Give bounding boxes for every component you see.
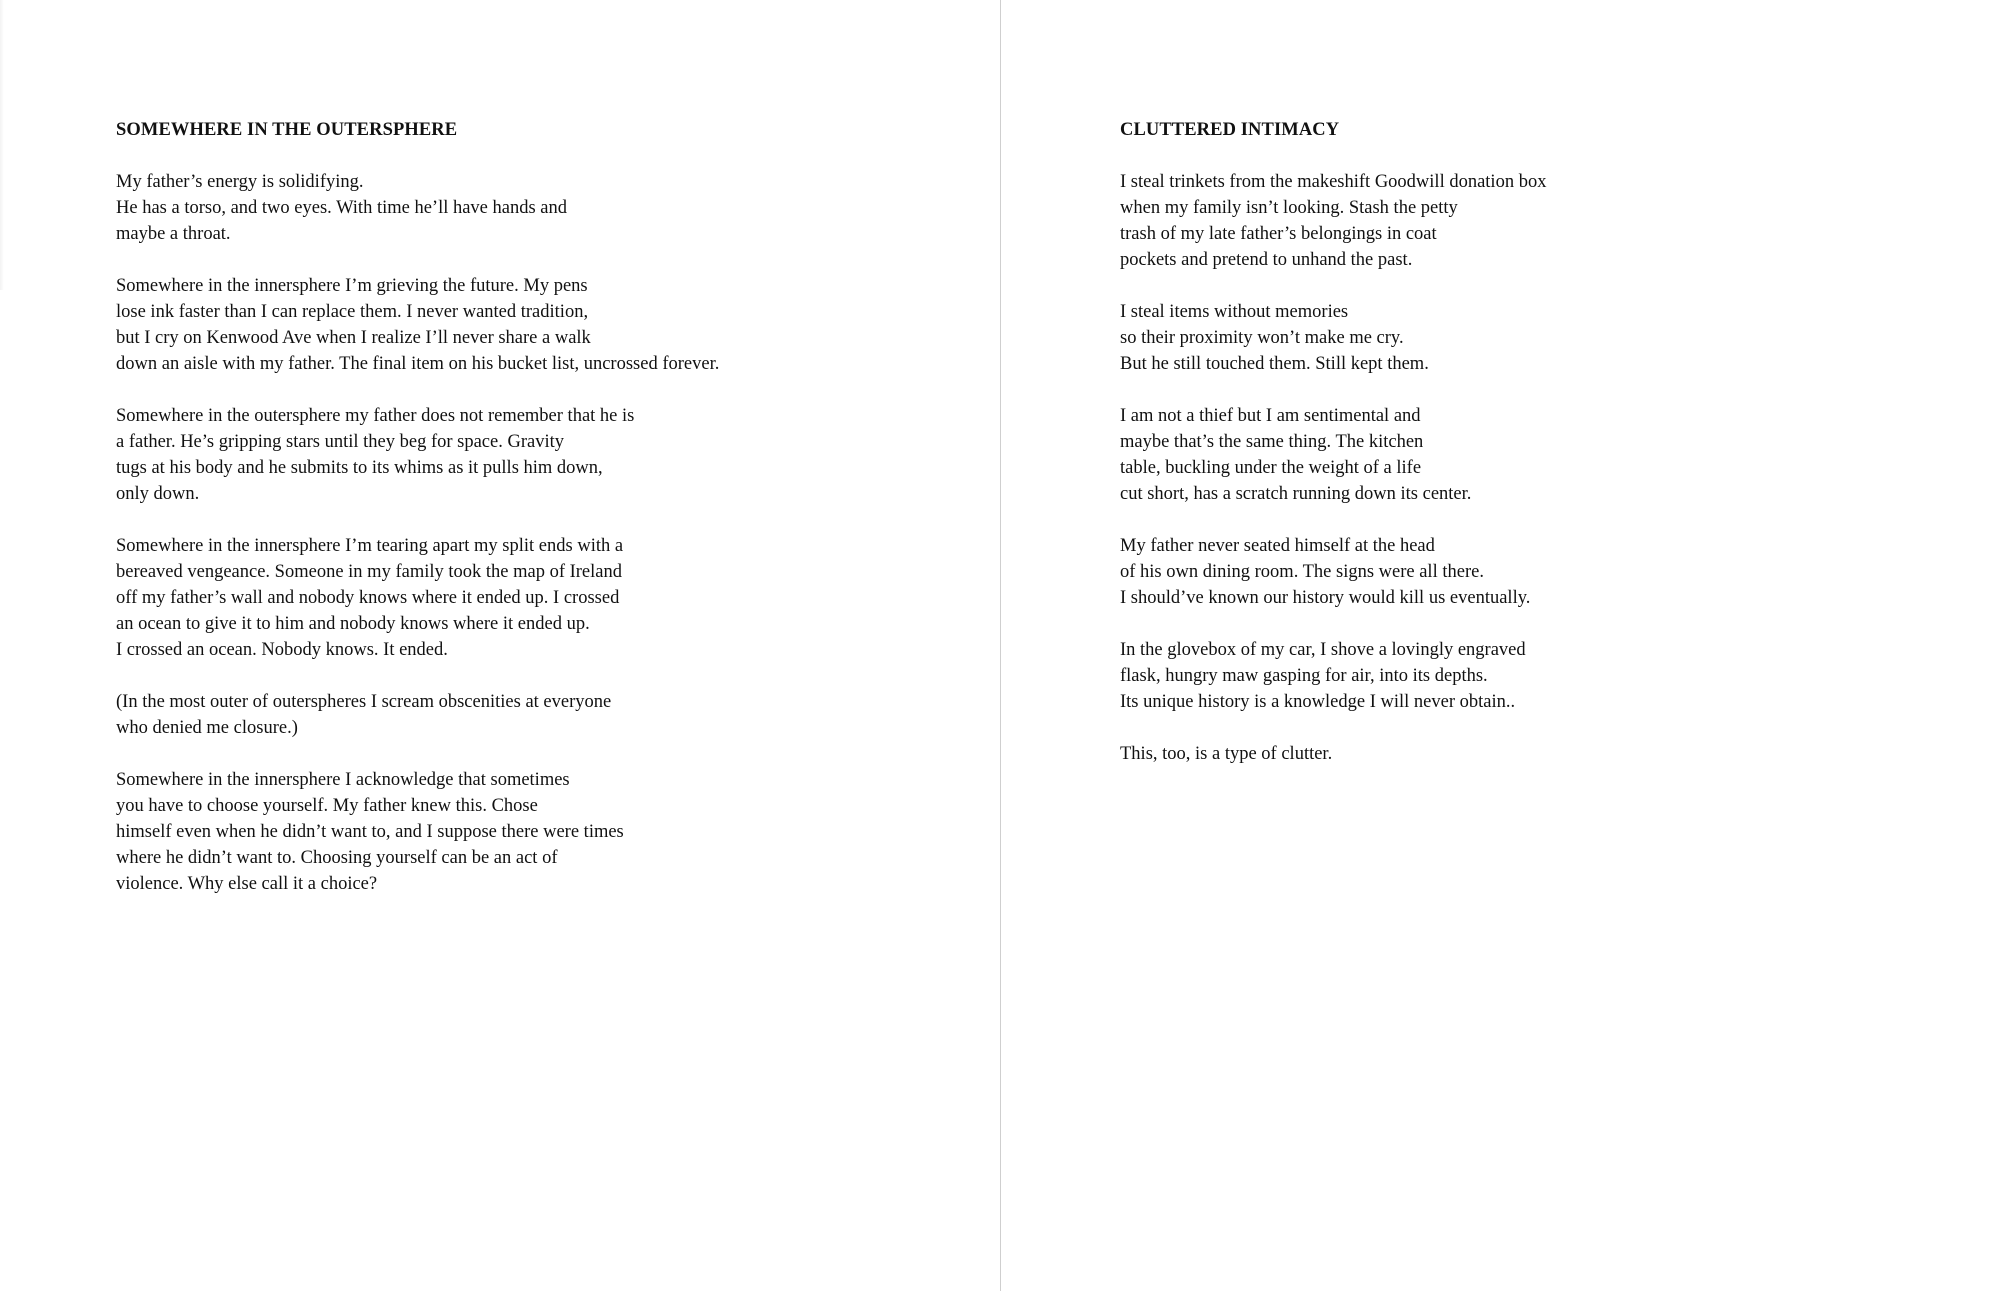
poem-line: trash of my late father’s belongings in coat [1120,224,1437,244]
stanza [1120,299,1546,377]
stanza [116,169,719,247]
poem-line: down an aisle with my father. The final item on his bucket list, uncrossed forever. [116,354,720,374]
stanza [116,273,719,377]
poem-line: maybe a throat. [116,224,231,244]
poem-line: pockets and pretend to unhand the past. [1120,250,1413,270]
poem-line: Somewhere in the innersphere I’m grieving the future. My pens [116,276,588,296]
poem-line: Somewhere in the outersphere my father does not remember that he is [116,406,635,426]
poem-line: a father. He’s gripping stars until they beg for space. Gravity [116,432,564,452]
poem-line: of his own dining room. The signs were all there. [1120,562,1484,582]
poem-line: I should’ve known our history would kill us eventually. [1120,588,1531,608]
poem-line: who denied me closure.) [116,718,298,738]
poem-title: SOMEWHERE IN THE OUTERSPHERE [116,120,458,140]
poem-line: flask, hungry maw gasping for air, into its depths. [1120,666,1488,686]
poem-line: only down. [116,484,200,504]
poem-line: Somewhere in the innersphere I acknowledge that sometimes [116,770,570,790]
poem-line: violence. Why else call it a choice? [116,874,378,894]
poem-line: But he still touched them. Still kept them. [1120,354,1429,374]
poem-line: maybe that’s the same thing. The kitchen [1120,432,1424,452]
poem-line: lose ink faster than I can replace them. I never wanted tradition, [116,302,589,322]
poem-line: This, too, is a type of clutter. [1120,744,1333,764]
poem-line: so their proximity won’t make me cry. [1120,328,1404,348]
page-edge-shadow [0,0,4,290]
stanza [116,689,719,741]
poem-line: you have to choose yourself. My father knew this. Chose [116,796,538,816]
poem-line: when my family isn’t looking. Stash the petty [1120,198,1458,218]
poem-line: bereaved vengeance. Someone in my family took the map of Ireland [116,562,622,582]
poem-line: I am not a thief but I am sentimental and [1120,406,1421,426]
poem-title: CLUTTERED INTIMACY [1120,120,1340,140]
poem-line: off my father’s wall and nobody knows where it ended up. I crossed [116,588,620,608]
poem-line: tugs at his body and he submits to its whims as it pulls him down, [116,458,603,478]
poem-line: In the glovebox of my car, I shove a lovingly engraved [1120,640,1526,660]
poem-line: himself even when he didn’t want to, and I suppose there were times [116,822,624,842]
poem-line: where he didn’t want to. Choosing yourself can be an act of [116,848,558,868]
poem-line: I crossed an ocean. Nobody knows. It ended. [116,640,448,660]
stanza [1120,741,1546,767]
poem-line: I steal trinkets from the makeshift Goodwill donation box [1120,172,1547,192]
poem-line: an ocean to give it to him and nobody knows where it ended up. [116,614,590,634]
poem-line: but I cry on Kenwood Ave when I realize I’ll never share a walk [116,328,591,348]
poem-line: Somewhere in the innersphere I’m tearing apart my split ends with a [116,536,624,556]
stanza [1120,533,1546,611]
stanza [116,767,719,897]
poem-line: table, buckling under the weight of a life [1120,458,1422,478]
stanza [1120,637,1546,715]
stanza [1120,169,1546,273]
poem-line: He has a torso, and two eyes. With time he’ll have hands and [116,198,568,218]
poem-somewhere-in-the-outersphere [116,117,719,923]
right-page [1001,0,2000,1291]
poem-line: (In the most outer of outerspheres I scream obscenities at everyone [116,692,612,712]
poem-cluttered-intimacy [1120,117,1546,793]
poem-line: My father never seated himself at the head [1120,536,1435,556]
poem-line: Its unique history is a knowledge I will never obtain.. [1120,692,1516,712]
stanza [1120,403,1546,507]
poem-line: My father’s energy is solidifying. [116,172,364,192]
poem-line: I steal items without memories [1120,302,1349,322]
stanza [116,533,719,663]
stanza [116,403,719,507]
poem-line: cut short, has a scratch running down its center. [1120,484,1472,504]
